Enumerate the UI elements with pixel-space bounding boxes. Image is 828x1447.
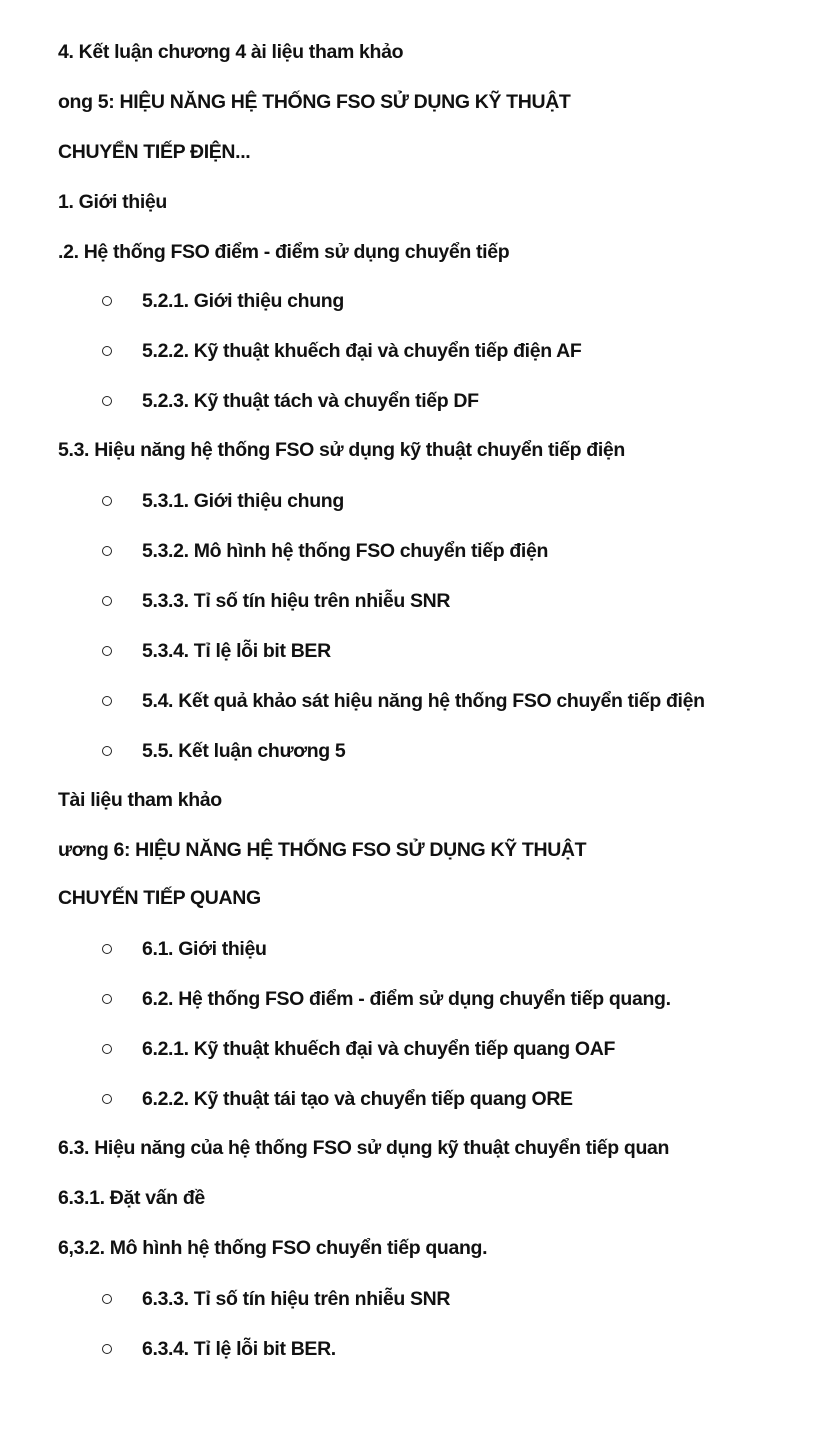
- toc-subitem-5-2-3: [99, 389, 479, 413]
- hollow-circle-bullet-icon: [102, 546, 112, 556]
- toc-text: 5.2.1. Giới thiệu chung: [142, 290, 344, 312]
- toc-subitem-6-2-2: [99, 1087, 573, 1111]
- toc-text: Tài liệu tham khảo: [58, 789, 222, 811]
- toc-subitem-6-1: [99, 937, 267, 961]
- toc-subitem-6-2: [99, 987, 671, 1011]
- toc-text: ương 6: HIỆU NĂNG HỆ THỐNG FSO SỬ DỤNG KỸ THUẬT: [58, 839, 587, 861]
- hollow-circle-bullet-icon: [102, 696, 112, 706]
- toc-heading-chapter-6-cont: [58, 886, 261, 910]
- toc-line-references: [58, 788, 222, 812]
- toc-subitem-6-2-1: [99, 1037, 615, 1061]
- toc-text: 5.3.3. Tỉ số tín hiệu trên nhiễu SNR: [142, 590, 451, 612]
- hollow-circle-bullet-icon: [102, 596, 112, 606]
- toc-subitem-6-3-4: [99, 1337, 336, 1361]
- hollow-circle-bullet-icon: [102, 994, 112, 1004]
- toc-text: 5.5. Kết luận chương 5: [142, 740, 346, 762]
- toc-text: 6.3.3. Tỉ số tín hiệu trên nhiễu SNR: [142, 1288, 451, 1310]
- toc-text: 6.3. Hiệu năng của hệ thống FSO sử dụng kỹ thuật chuyển tiếp quan: [58, 1137, 670, 1159]
- toc-subitem-5-2-2: [99, 339, 581, 363]
- toc-heading-chapter-5: [58, 90, 571, 114]
- toc-text: 6.1. Giới thiệu: [142, 938, 267, 960]
- toc-text: 5.4. Kết quả khảo sát hiệu năng hệ thống FSO chuyển tiếp điện: [142, 690, 705, 712]
- toc-text: 4. Kết luận chương 4 ài liệu tham khảo: [58, 41, 404, 63]
- toc-subitem-5-5: [99, 739, 345, 763]
- toc-line-5-3: [58, 438, 625, 462]
- hollow-circle-bullet-icon: [102, 1344, 112, 1354]
- toc-subitem-5-2-1: [99, 289, 344, 313]
- toc-text: ong 5: HIỆU NĂNG HỆ THỐNG FSO SỬ DỤNG KỸ THUẬT: [58, 91, 571, 113]
- toc-text: 6.3.1. Đặt vấn đề: [58, 1187, 205, 1209]
- toc-text: CHUYỂN TIẾP ĐIỆN...: [58, 141, 251, 163]
- hollow-circle-bullet-icon: [102, 944, 112, 954]
- toc-subitem-5-3-2: [99, 539, 548, 563]
- hollow-circle-bullet-icon: [102, 396, 112, 406]
- toc-text: 5.3.4. Tỉ lệ lỗi bit BER: [142, 640, 331, 662]
- toc-text: 5.2.2. Kỹ thuật khuếch đại và chuyển tiếp điện AF: [142, 340, 582, 362]
- toc-text: 6.2.1. Kỹ thuật khuếch đại và chuyển tiếp quang OAF: [142, 1038, 616, 1060]
- toc-line-5-2: [58, 240, 509, 264]
- toc-text: CHUYẾN TIẾP QUANG: [58, 887, 261, 909]
- toc-text: .2. Hệ thống FSO điểm - điểm sử dụng chuyển tiếp: [58, 241, 510, 263]
- hollow-circle-bullet-icon: [102, 296, 112, 306]
- toc-text: 5.2.3. Kỹ thuật tách và chuyển tiếp DF: [142, 390, 479, 412]
- toc-subitem-6-3-3: [99, 1287, 450, 1311]
- toc-text: 5.3.1. Giới thiệu chung: [142, 490, 344, 512]
- toc-subitem-5-3-4: [99, 639, 331, 663]
- toc-line-6-3: [58, 1136, 669, 1160]
- toc-text: 6.2. Hệ thống FSO điểm - điểm sử dụng chuyển tiếp quang.: [142, 988, 671, 1010]
- hollow-circle-bullet-icon: [102, 1094, 112, 1104]
- toc-subitem-5-4: [99, 689, 705, 713]
- toc-heading-chapter-5-cont: [58, 140, 250, 164]
- toc-line-5-1: [58, 190, 167, 214]
- toc-text: 6.3.4. Tỉ lệ lỗi bit BER.: [142, 1338, 336, 1360]
- toc-line-6-3-2: [58, 1236, 487, 1260]
- toc-heading-chapter-6: [58, 838, 586, 862]
- toc-text: 6.2.2. Kỹ thuật tái tạo và chuyển tiếp quang ORE: [142, 1088, 573, 1110]
- hollow-circle-bullet-icon: [102, 1294, 112, 1304]
- hollow-circle-bullet-icon: [102, 646, 112, 656]
- toc-text: 5.3.2. Mô hình hệ thống FSO chuyển tiếp điện: [142, 540, 549, 562]
- toc-subitem-5-3-1: [99, 489, 344, 513]
- hollow-circle-bullet-icon: [102, 346, 112, 356]
- toc-text: 1. Giới thiệu: [58, 191, 167, 213]
- hollow-circle-bullet-icon: [102, 1044, 112, 1054]
- toc-line-ch4-conclusion: [58, 40, 403, 64]
- toc-text: 6,3.2. Mô hình hệ thống FSO chuyển tiếp quang.: [58, 1237, 488, 1259]
- toc-text: 5.3. Hiệu năng hệ thống FSO sử dụng kỹ thuật chuyển tiếp điện: [58, 439, 625, 461]
- toc-subitem-5-3-3: [99, 589, 450, 613]
- hollow-circle-bullet-icon: [102, 746, 112, 756]
- hollow-circle-bullet-icon: [102, 496, 112, 506]
- toc-line-6-3-1: [58, 1186, 205, 1210]
